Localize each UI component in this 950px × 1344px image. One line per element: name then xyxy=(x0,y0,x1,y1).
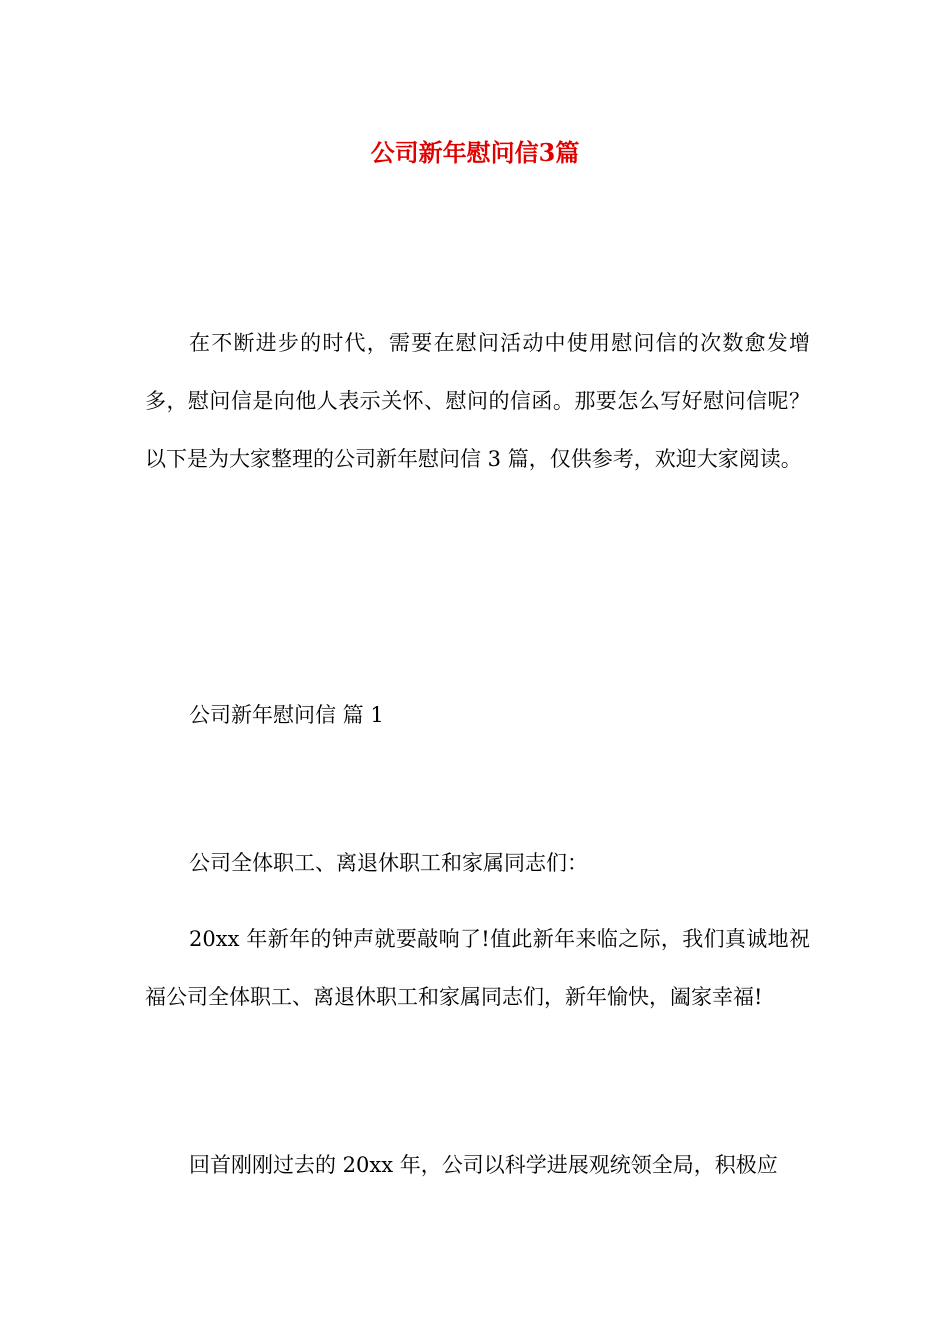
intro-paragraph: 在不断进步的时代，需要在慰问活动中使用慰问信的次数愈发增多，慰问信是向他人表示关怀、慰问的信函。那要怎么写好慰问信呢？以下是为大家整理的公司新年慰问信 3 篇，仅供参考，欢迎大家阅读。 xyxy=(145,331,810,471)
section-heading: 公司新年慰问信 篇 1 xyxy=(189,703,384,727)
body-paragraph: 回首刚刚过去的 20xx 年，公司以科学进展观统领全局，积极应 xyxy=(189,1153,778,1177)
body-paragraph: 20xx 年新年的钟声就要敲响了!值此新年来临之际，我们真诚地祝福公司全体职工、离退休职工和家属同志们，新年愉快，阖家幸福! xyxy=(145,927,810,1009)
salutation-paragraph: 公司全体职工、离退休职工和家属同志们： xyxy=(189,851,588,875)
document-title: 公司新年慰问信3篇 xyxy=(370,138,580,167)
